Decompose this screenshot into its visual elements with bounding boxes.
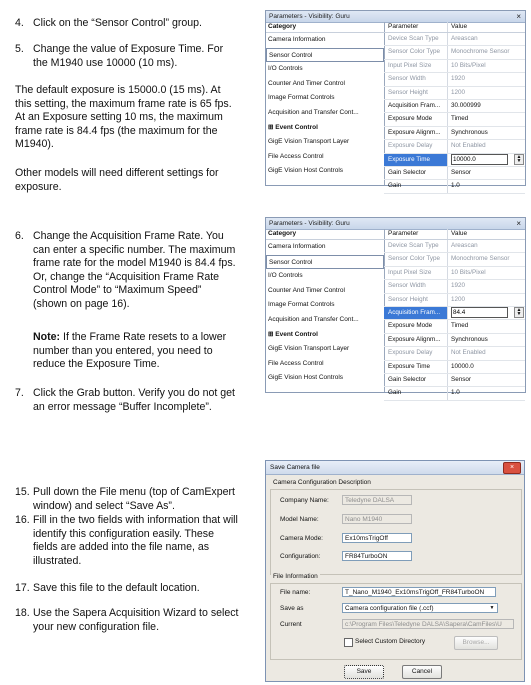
panel-title-bar: Parameters - Visibility: Guru × xyxy=(266,218,525,230)
category-counter-timer[interactable]: Counter And Timer Control xyxy=(268,286,345,294)
parameter-row[interactable]: Device Scan Type Areascan xyxy=(384,33,525,46)
parameter-row[interactable]: Input Pixel Size 10 Bits/Pixel xyxy=(384,267,525,280)
category-header: Category xyxy=(266,229,384,240)
category-camera-information[interactable]: Camera Information xyxy=(268,243,326,250)
step-15-text: Pull down the File menu (top of CamExpert window) and select “Save As”. xyxy=(33,486,235,512)
exposure-time-input[interactable]: 10000.0 xyxy=(451,154,508,165)
chevron-down-icon[interactable]: ▼ xyxy=(489,605,495,611)
current-label: Current xyxy=(280,621,302,628)
configuration-input[interactable]: FR84TurboON xyxy=(342,551,412,561)
step-4-text: Click on the “Sensor Control” group. xyxy=(33,17,202,29)
current-path-field: c:\Program Files\Teledyne DALSA\Sapera\CamFiles\U xyxy=(342,619,514,629)
file-name-label: File name: xyxy=(280,589,311,596)
expand-icon[interactable]: ⊞ xyxy=(268,123,274,131)
step-7-text: Click the Grab button. Verify you do not get an error message “Buffer Incomplete”. xyxy=(33,387,235,413)
parameter-row[interactable]: Exposure Time 10000.0 xyxy=(384,361,525,374)
category-tree xyxy=(266,22,385,185)
parameter-row[interactable]: Exposure Alignm... Synchronous xyxy=(384,334,525,347)
close-icon[interactable]: × xyxy=(516,12,521,21)
parameter-row[interactable]: Input Pixel Size 10 Bits/Pixel xyxy=(384,60,525,73)
category-gige-host[interactable]: GigE Vision Host Controls xyxy=(268,167,344,175)
parameters-panel-1 xyxy=(265,10,526,190)
save-camera-file-dialog xyxy=(265,460,525,682)
category-sensor-control[interactable]: Sensor Control xyxy=(266,48,384,63)
category-file-access[interactable]: File Access Control xyxy=(268,359,324,367)
category-io-controls[interactable]: I/O Controls xyxy=(268,272,303,280)
model-name-field: Nano M1940 xyxy=(342,514,412,524)
browse-button[interactable]: Browse... xyxy=(454,636,498,650)
camera-mode-label: Camera Mode: xyxy=(280,535,323,542)
expand-icon[interactable]: ⊞ xyxy=(268,330,274,338)
step-16-text: Fill in the two fields with information that will identify this configuration easily. These fields are added into the file name, as illustrated. xyxy=(33,514,238,567)
category-image-format[interactable]: Image Format Controls xyxy=(268,301,335,309)
step-17-text: Save this file to the default location. xyxy=(33,582,200,594)
parameter-row[interactable]: Gain 1.0 xyxy=(384,180,525,193)
parameter-row[interactable]: Device Scan Type Areascan xyxy=(384,240,525,253)
parameter-row[interactable]: Sensor Color Type Monochrome Sensor xyxy=(384,46,525,59)
file-info-group-label: File Information xyxy=(273,573,318,580)
step-18-text: Use the Sapera Acquisition Wizard to select your new configuration file. xyxy=(33,607,239,633)
step-number: 6. xyxy=(15,230,24,242)
company-name-field: Teledyne DALSA xyxy=(342,495,412,505)
category-gige-host[interactable]: GigE Vision Host Controls xyxy=(268,374,344,382)
category-acquisition-transfer[interactable]: Acquisition and Transfer Cont... xyxy=(268,108,359,116)
parameter-row[interactable]: Sensor Width 1920 xyxy=(384,73,525,86)
parameter-row[interactable]: Acquisition Fram... 30.000999 xyxy=(384,100,525,113)
other-models-paragraph: Other models will need different settings for exposure. xyxy=(15,167,219,193)
parameter-row[interactable]: Exposure Delay Not Enabled xyxy=(384,140,525,153)
camera-mode-input[interactable]: Ex10msTrigOff xyxy=(342,533,412,543)
step-number: 5. xyxy=(15,43,24,55)
save-button[interactable]: Save xyxy=(344,665,384,679)
custom-directory-label: Select Custom Directory xyxy=(355,638,426,645)
category-camera-information[interactable]: Camera Information xyxy=(268,36,326,43)
parameter-row[interactable]: Exposure Mode Timed xyxy=(384,320,525,333)
custom-directory-checkbox[interactable] xyxy=(344,638,353,647)
category-counter-timer[interactable]: Counter And Timer Control xyxy=(268,79,345,87)
category-gige-transport[interactable]: GigE Vision Transport Layer xyxy=(268,138,350,146)
step-6-text: Change the Acquisition Frame Rate. You can enter a specific number. The maximum frame rate for the model M1940 is 84.4 fps. Or, change the “Acquisition Frame Rate Control Mode” to “Maximum Speed” (shown on page 16). xyxy=(33,230,236,310)
step-5-text: Change the value of Exposure Time. For the M1940 use 10000 (10 ms). xyxy=(33,43,224,69)
parameter-grid xyxy=(384,22,525,190)
category-io-controls[interactable]: I/O Controls xyxy=(268,65,303,73)
panel-title-bar: Parameters - Visibility: Guru × xyxy=(266,11,525,23)
configuration-label: Configuration: xyxy=(280,553,321,560)
parameter-grid xyxy=(384,229,525,397)
step-number: 15. xyxy=(15,486,30,498)
save-as-label: Save as xyxy=(280,605,304,612)
frame-rate-input[interactable]: 84.4 xyxy=(451,307,508,318)
category-gige-transport[interactable]: GigE Vision Transport Layer xyxy=(268,345,350,353)
default-exposure-paragraph: The default exposure is 15000.0 (15 ms). At this setting, the maximum frame rate is 65 fps. At an Exposure setting 10 ms, the maximum frame rate is 84.4 fps (the maximum for the M1940). xyxy=(15,84,232,151)
parameter-row[interactable]: Sensor Color Type Monochrome Sensor xyxy=(384,253,525,266)
category-acquisition-transfer[interactable]: Acquisition and Transfer Cont... xyxy=(268,315,359,323)
close-icon[interactable]: × xyxy=(503,462,521,474)
parameter-row[interactable]: Sensor Height 1200 xyxy=(384,87,525,100)
category-tree xyxy=(266,229,385,392)
parameter-grid-header: Parameter Value xyxy=(384,22,525,33)
parameter-grid-header: Parameter Value xyxy=(384,229,525,240)
step-number: 17. xyxy=(15,582,30,594)
category-header: Category xyxy=(266,22,384,33)
note-paragraph: Note: If the Frame Rate resets to a lower number than you entered, you need to reduce the Exposure Time. xyxy=(33,331,227,371)
parameter-row[interactable]: Exposure Delay Not Enabled xyxy=(384,347,525,360)
spinner-icon[interactable]: ▲ ▼ xyxy=(514,154,524,165)
category-image-format[interactable]: Image Format Controls xyxy=(268,94,335,102)
parameter-row[interactable]: Gain Selector Sensor xyxy=(384,374,525,387)
step-number: 7. xyxy=(15,387,24,399)
save-as-select[interactable]: Camera configuration file (.ccf) ▼ xyxy=(342,603,498,613)
category-event-control[interactable]: ⊞ Event Control xyxy=(268,330,318,338)
parameters-panel-2 xyxy=(265,217,526,397)
step-number: 16. xyxy=(15,514,30,526)
model-name-label: Model Name: xyxy=(280,516,319,523)
category-file-access[interactable]: File Access Control xyxy=(268,152,324,160)
file-name-input[interactable]: T_Nano_M1940_Ex10msTrigOff_FR84TurboON xyxy=(342,587,496,597)
category-event-control[interactable]: ⊞ Event Control xyxy=(268,123,318,131)
parameter-row-acquisition-frame-rate[interactable]: Acquisition Fram... 84.4 ▲ ▼ xyxy=(384,307,525,320)
parameter-row[interactable]: Sensor Height 1200 xyxy=(384,294,525,307)
parameter-row[interactable]: Exposure Mode Timed xyxy=(384,113,525,126)
close-icon[interactable]: × xyxy=(516,219,521,228)
step-number: 4. xyxy=(15,17,24,29)
dialog-title-bar: Save Camera file × xyxy=(266,461,524,475)
parameter-row[interactable]: Gain 1.0 xyxy=(384,387,525,400)
step-number: 18. xyxy=(15,607,30,619)
parameter-row[interactable]: Gain Selector Sensor xyxy=(384,167,525,180)
parameter-row-exposure-time[interactable]: Exposure Time 10000.0 ▲ ▼ xyxy=(384,154,525,167)
category-sensor-control[interactable]: Sensor Control xyxy=(266,255,384,270)
camera-config-group-label: Camera Configuration Description xyxy=(273,479,371,486)
parameter-row[interactable]: Sensor Width 1920 xyxy=(384,280,525,293)
spinner-icon[interactable]: ▲ ▼ xyxy=(514,307,524,318)
company-name-label: Company Name: xyxy=(280,497,329,504)
parameter-row[interactable]: Exposure Alignm... Synchronous xyxy=(384,127,525,140)
cancel-button[interactable]: Cancel xyxy=(402,665,442,679)
